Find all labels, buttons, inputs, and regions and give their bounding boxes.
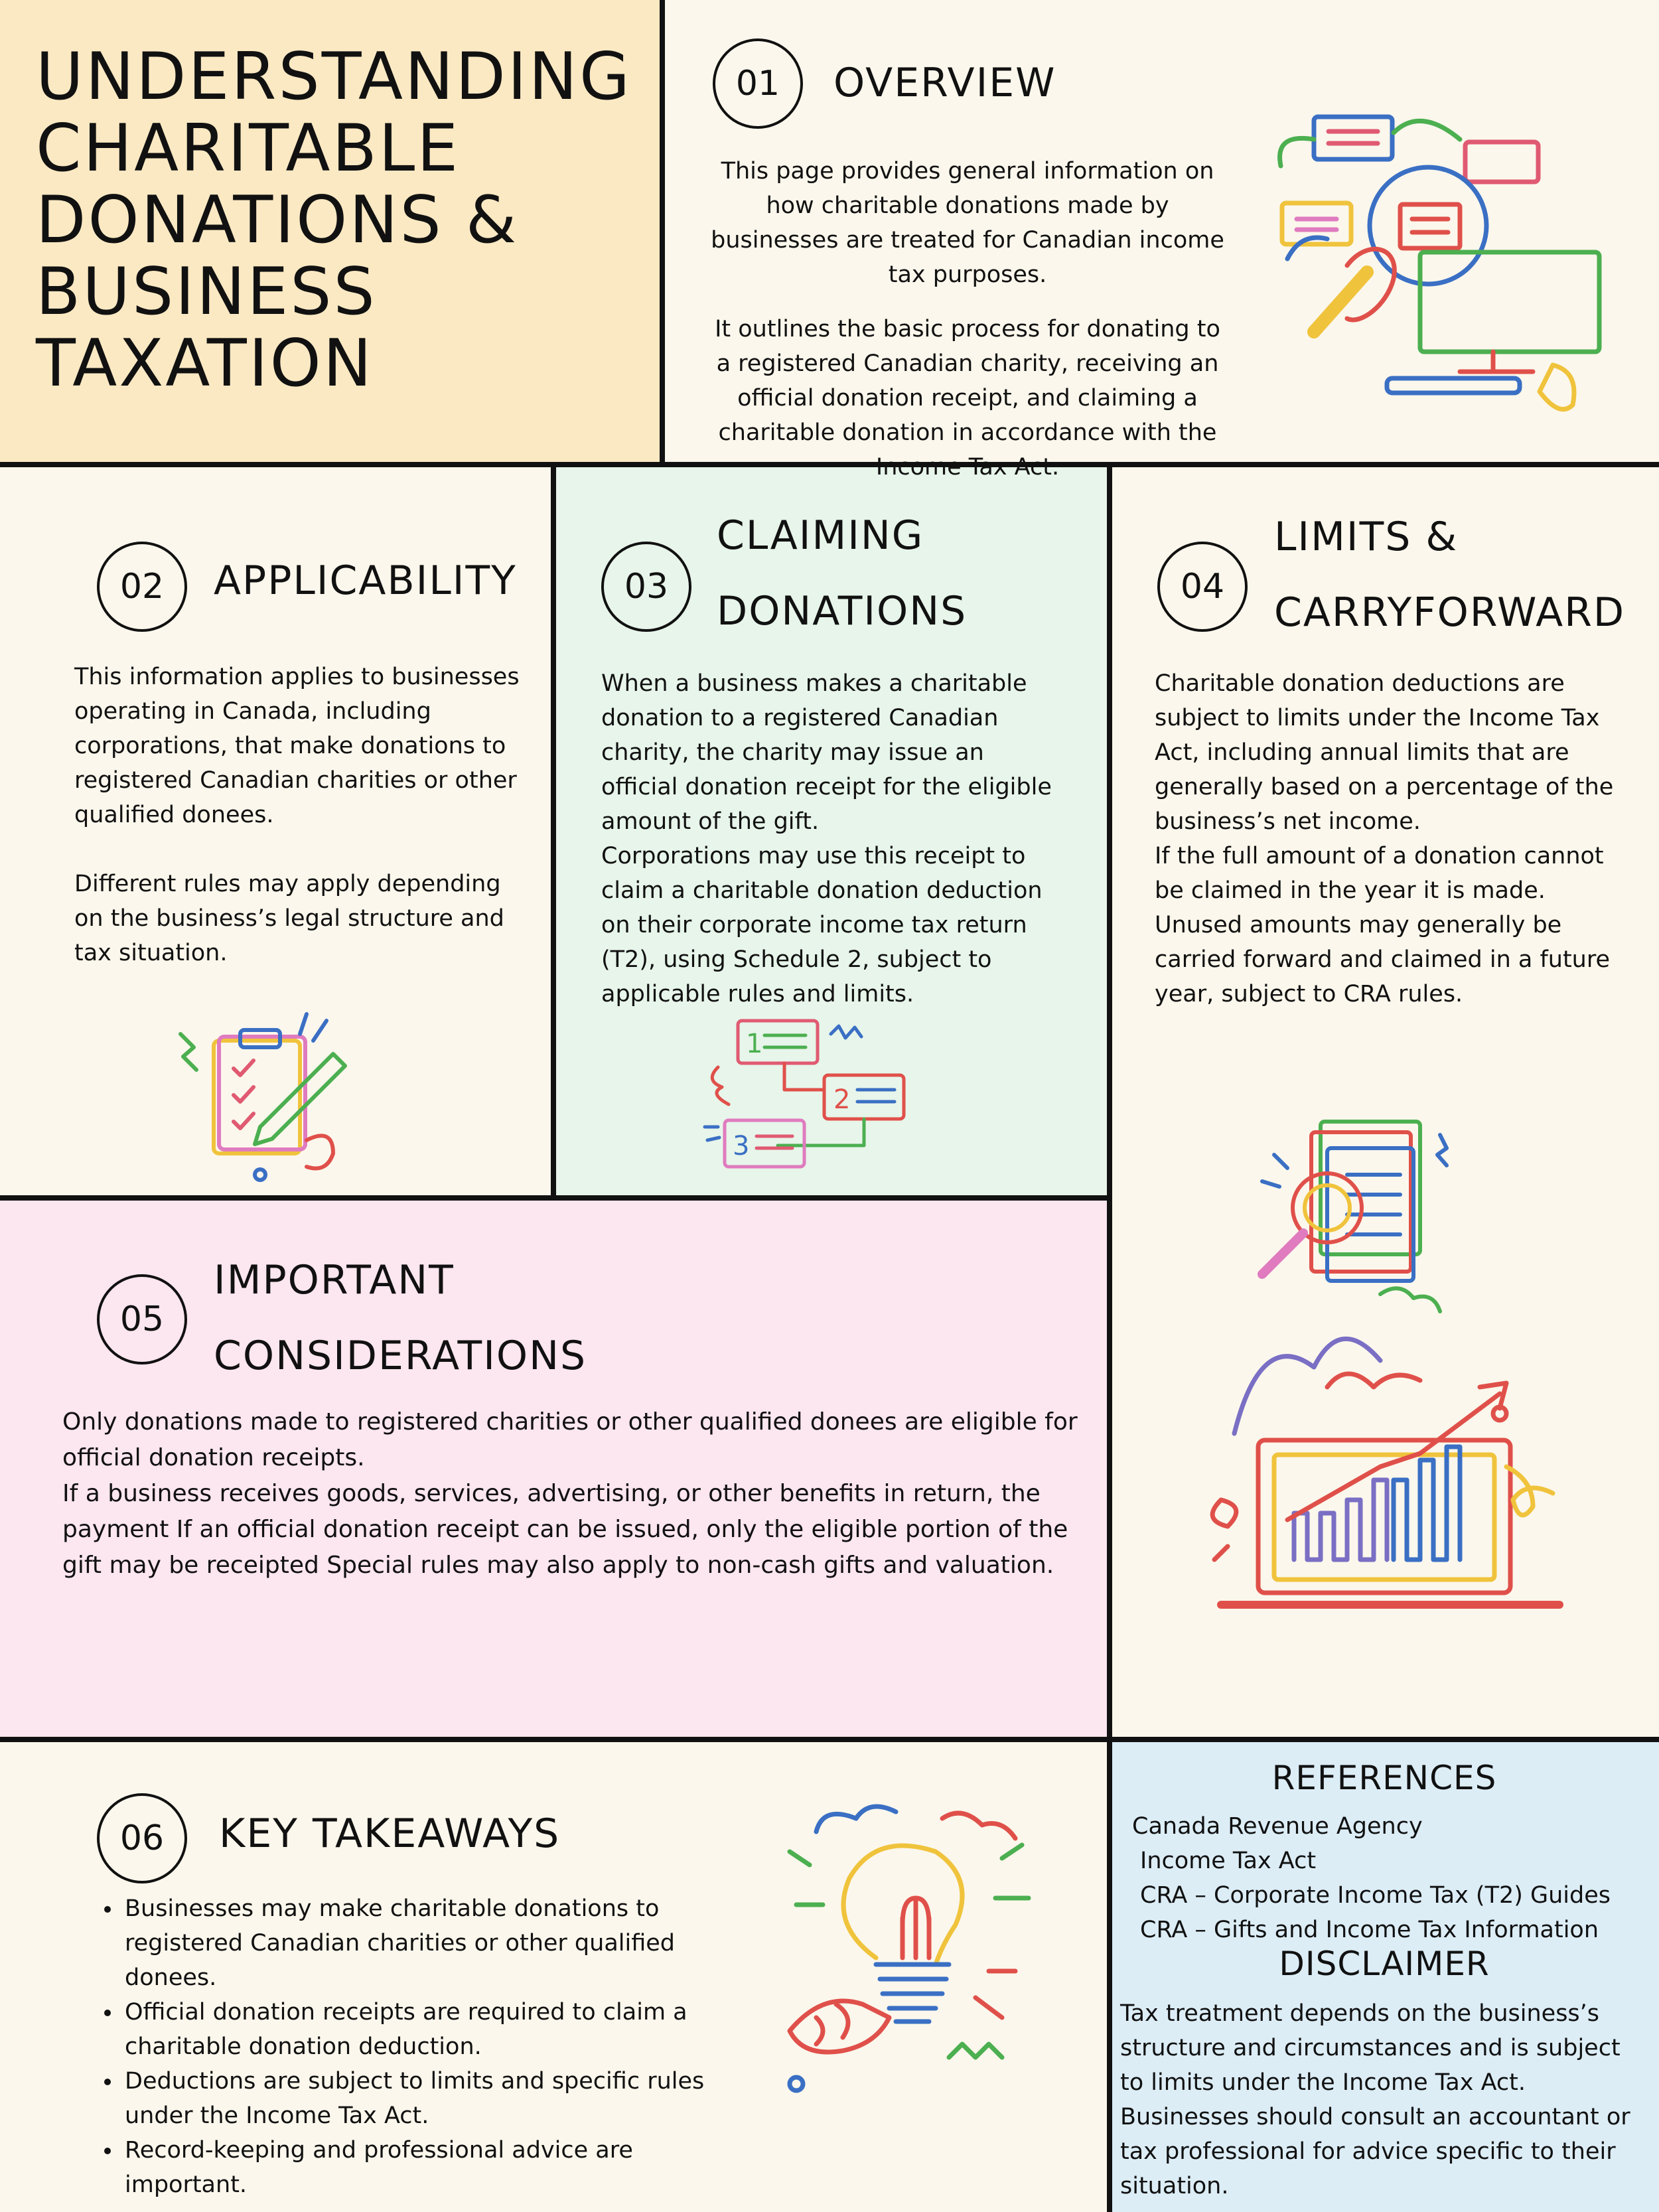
numbered-steps-illustration [698,1014,917,1180]
divider-row3-horizontal [0,1737,1659,1742]
claiming-heading: CLAIMING DONATIONS [717,512,968,634]
reference-item-3: CRA – Corporate Income Tax (T2) Guides [1140,1882,1611,1909]
overview-paragraph-2: It outlines the basic process for donating to a registered Canadian charity, receiving an official donation receipt, and claiming a charitable donation in accordance with the Income Tax Act. [715,316,1220,480]
applicability-body [74,660,526,970]
claiming-body [601,666,1066,1011]
overview-paragraph-1: This page provides general information on how charitable donations made by businesses are treated for Canadian income tax purposes. [711,158,1224,288]
considerations-paragraph-2: If a business receives goods, services, advertising, or other benefits in return, the payment If an official donation receipt can be issued, only the eligible portion of the gift may be receipted Special rules may also apply to non-cash gifts and valuation. [62,1480,1068,1579]
overview-body [709,154,1226,484]
divider-col-a [551,465,556,1198]
page-title: UNDERSTANDING CHARITABLE DONATIONS & BUSINESS TAXATION [36,39,632,402]
limits-body [1155,666,1632,1011]
svg-text:3: 3 [733,1131,750,1161]
divider-row2-horizontal [0,1195,1110,1201]
takeaways-heading: KEY TAKEAWAYS [219,1810,561,1857]
references-list [1132,1809,1650,1947]
document-magnifier-illustration [1248,1115,1460,1327]
overview-heading: OVERVIEW [833,60,1056,106]
applicability-paragraph-2: Different rules may apply depending on the business’s legal structure and tax situation. [74,871,504,966]
takeaway-item-3: • Deductions are subject to limits and specific rules under the Income Tax Act. [122,2064,757,2133]
takeaways-body [93,1891,757,2202]
applicability-heading: APPLICABILITY [214,557,517,604]
takeaway-item-2: • Official donation receipts are required to claim a charitable donation deduction. [122,1995,757,2064]
claiming-paragraph-2: Corporations may use this receipt to claim a charitable donation deduction on their corporate income tax return (T2), using Schedule 2, subject to applicable rules and limits. [601,843,1043,1007]
takeaways-list [93,1891,757,2202]
considerations-paragraph-1: Only donations made to registered charities or other qualified donees are eligible for official donation receipts. [62,1408,1078,1471]
limits-paragraph-1: Charitable donation deductions are subject to limits under the Income Tax Act, including annual limits that are generally based on a percentage of the business’s net income. [1155,670,1614,835]
lightbulb-idea-illustration [776,1805,1042,2097]
svg-text:1: 1 [746,1029,763,1059]
section-number-04: 04 [1157,542,1248,632]
section-number-03: 03 [601,542,691,632]
takeaway-item-4: • Record-keeping and professional advice are important. [122,2133,757,2202]
references-heading: REFERENCES [1271,1759,1497,1797]
section-number-06: 06 [97,1793,187,1883]
growth-chart-laptop-illustration [1194,1347,1579,1613]
applicability-paragraph-1: This information applies to businesses operating in Canada, including corporations, that make donations to registered Canadian charities or other qualified donees. [74,664,520,828]
takeaway-item-1: • Businesses may make charitable donations to registered Canadian charities or other qualified donees. [122,1891,757,1995]
section-number-02: 02 [97,542,187,632]
considerations-heading: IMPORTANT CONSIDERATIONS [214,1257,587,1379]
reference-item-2: Income Tax Act [1140,1848,1317,1874]
disclaimer-body: Tax treatment depends on the business’s structure and circumstances and is subject to limits under the Income Tax Act. Businesses should consult an accountant or tax professional for advice specific to their situation. [1120,2000,1630,2199]
limits-paragraph-2: If the full amount of a donation cannot be claimed in the year it is made. Unused amounts may generally be carried forward and claimed in a future year, subject to CRA rules. [1155,843,1611,1007]
claiming-paragraph-1: When a business makes a charitable donation to a registered Canadian charity, the charity may issue an official donation receipt for the eligible amount of the gift. [601,670,1052,835]
divider-title-vertical [660,0,665,465]
section-number-01: 01 [713,38,803,129]
computer-search-illustration [1274,113,1606,418]
clipboard-checklist-illustration [174,1007,360,1187]
reference-item-4: CRA – Gifts and Income Tax Information [1140,1917,1599,1943]
divider-col-b [1107,465,1112,1739]
svg-text:2: 2 [833,1084,851,1115]
reference-item-1: Canada Revenue Agency [1132,1813,1423,1840]
disclaimer-heading: DISCLAIMER [1279,1945,1490,1983]
considerations-body [62,1404,1098,1584]
limits-heading: LIMITS & CARRYFORWARD [1274,514,1626,636]
section-number-05: 05 [97,1274,187,1364]
